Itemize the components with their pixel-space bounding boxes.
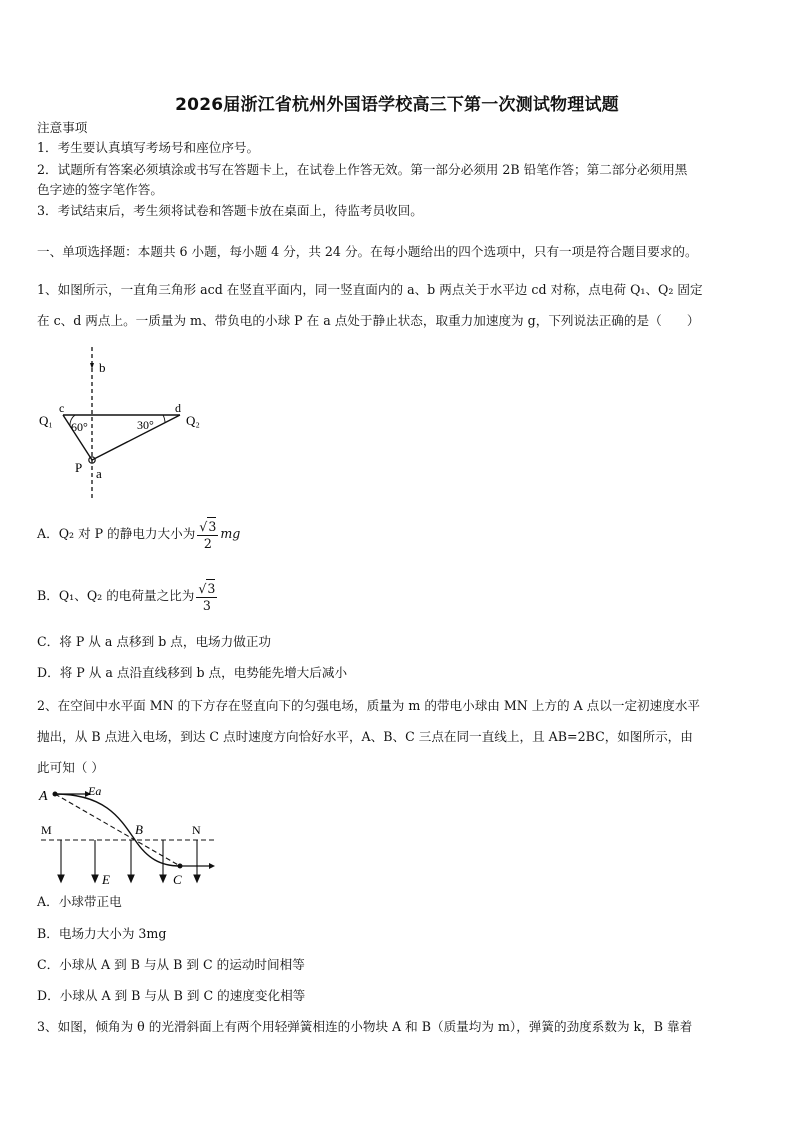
- section-heading: 一、单项选择题：本题共 6 小题，每小题 4 分，共 24 分。在每小题给出的四个选项中，只有一项是符合题目要求的。: [37, 244, 698, 259]
- q2-option-a[interactable]: A．小球带正电: [37, 894, 122, 909]
- q2-label-a: A: [39, 789, 48, 804]
- q1-label-q2: Q₂: [186, 413, 200, 428]
- q1-option-b[interactable]: [37, 576, 219, 616]
- q1-stem-line2: 在 c、d 两点上。一质量为 m、带负电的小球 P 在 a 点处于静止状态，取重力加速度为 g，下列说法正确的是（ ）: [37, 313, 700, 328]
- q1-option-a-num: 3: [208, 519, 217, 534]
- q1-label-b: b: [99, 360, 106, 375]
- q1-option-b-fraction: $\frac{√3}{3}$: [198, 581, 216, 613]
- q1-option-a-suffix: mg: [220, 526, 241, 541]
- q1-option-b-num: 3: [207, 581, 216, 596]
- q1-stem-line1: 1、如图所示，一直角三角形 acd 在竖直平面内，同一竖直面内的 a、b 两点关于水平边 cd 对称，点电荷 Q₁、Q₂ 固定: [37, 282, 703, 297]
- notice-item-3: 3．考试结束后，考生须将试卷和答题卡放在桌面上，待监考员收回。: [37, 203, 423, 218]
- q1-option-c[interactable]: C．将 P 从 a 点移到 b 点，电场力做正功: [37, 634, 272, 649]
- q2-label-c: C: [173, 872, 182, 887]
- q3-stem-line1: 3、如图，倾角为 θ 的光滑斜面上有两个用轻弹簧相连的小物块 A 和 B（质量均为 m），弹簧的劲度系数为 k，B 靠着: [37, 1019, 693, 1034]
- q1-option-b-den: 3: [202, 598, 211, 613]
- q1-triangle-figure: [35, 345, 210, 505]
- q2-label-ea: Ea: [88, 784, 102, 798]
- page-title: 2026届浙江省杭州外国语学校高三下第一次测试物理试题: [175, 95, 619, 115]
- q1-option-a[interactable]: [37, 514, 240, 554]
- q2-option-b[interactable]: B．电场力大小为 3mg: [37, 926, 167, 941]
- q2-stem-line2: 抛出，从 B 点进入电场，到达 C 点时速度方向恰好水平，A、B、C 三点在同一直线上，且 AB=2BC，如图所示，由: [37, 729, 693, 744]
- notice-heading: 注意事项: [37, 120, 88, 135]
- q2-label-m: M: [41, 823, 52, 837]
- q2-option-c[interactable]: C．小球从 A 到 B 与从 B 到 C 的运动时间相等: [37, 957, 305, 972]
- q2-label-b: B: [135, 822, 143, 837]
- q1-option-a-den: 2: [203, 536, 212, 551]
- q1-angle-d: 30°: [137, 418, 154, 432]
- q1-label-d: d: [175, 401, 181, 415]
- q1-option-a-text: A．Q₂ 对 P 的静电力大小为: [37, 526, 196, 541]
- q1-option-b-text: B．Q₁、Q₂ 的电荷量之比为: [37, 588, 195, 603]
- q1-label-c: c: [59, 401, 65, 415]
- q2-stem-line1: 2、在空间中水平面 MN 的下方存在竖直向下的匀强电场，质量为 m 的带电小球由 MN 上方的 A 点以一定初速度水平: [37, 698, 701, 713]
- q1-label-p: P: [75, 460, 83, 475]
- q2-stem-line3: 此可知（ ）: [37, 760, 104, 775]
- q1-label-a: a: [96, 466, 102, 481]
- q2-label-e: E: [102, 872, 110, 887]
- notice-item-2-cont: 色字迹的签字笔作答。: [37, 182, 163, 197]
- q1-label-q1: Q₁: [39, 413, 53, 428]
- q1-option-d[interactable]: D．将 P 从 a 点沿直线移到 b 点，电势能先增大后减小: [37, 665, 348, 680]
- q2-option-d[interactable]: D．小球从 A 到 B 与从 B 到 C 的速度变化相等: [37, 988, 306, 1003]
- q2-label-n: N: [192, 823, 201, 837]
- q1-option-a-fraction: $\frac{√3}{2}$: [199, 519, 217, 551]
- q1-angle-c: 60°: [71, 420, 88, 434]
- notice-item-1: 1．考生要认真填写考场号和座位序号。: [37, 140, 260, 155]
- q2-trajectory-figure: [35, 780, 220, 890]
- notice-item-2: 2．试题所有答案必须填涂或书写在答题卡上，在试卷上作答无效。第一部分必须用 2B 铅笔作答；第二部分必须用黑: [37, 162, 688, 177]
